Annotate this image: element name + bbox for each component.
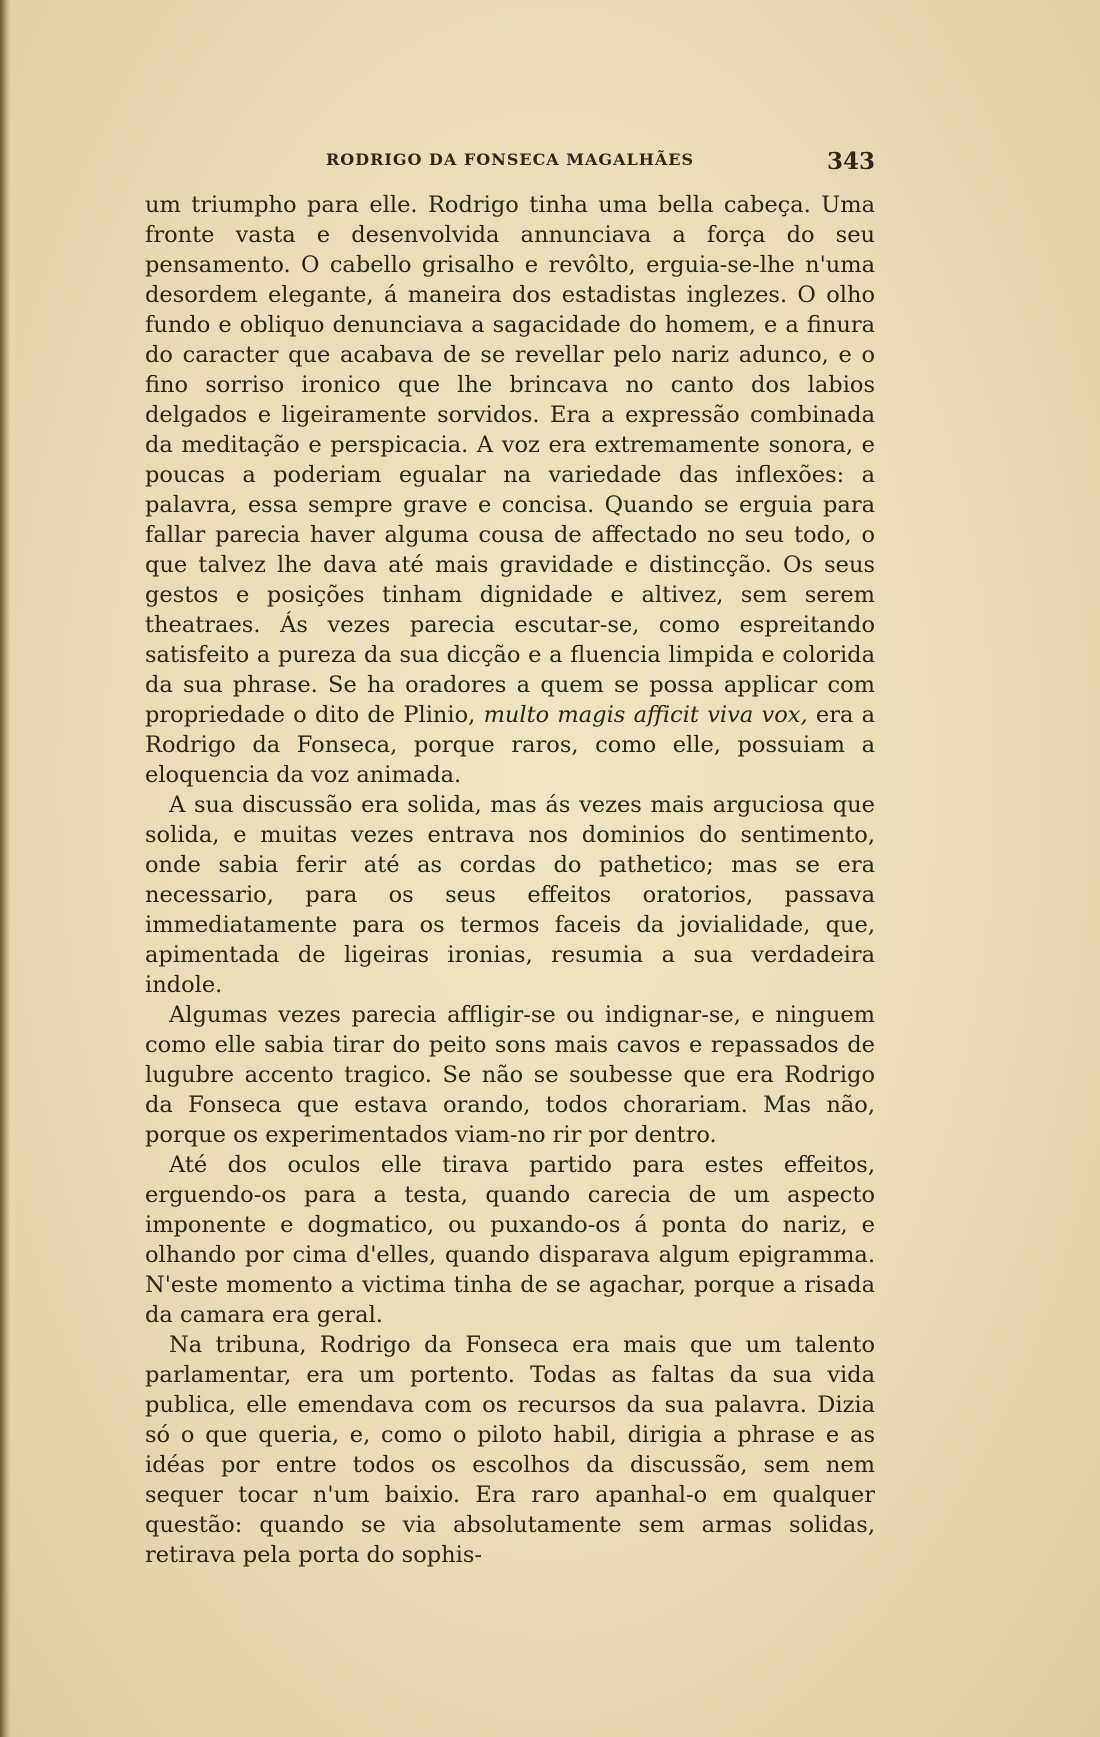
paragraph-1 (145, 190, 875, 790)
body-text (145, 190, 875, 1570)
paragraph-4: Até dos oculos elle tirava partido para estes effeitos, erguendo-os para a testa, quando carecia de um aspecto imponente e dogmatico, ou puxando-os á ponta do nariz, e olhando por cima d'elles, quando disparava algum epigramma. N'este momento a victima tinha de se agachar, porque a risada da camara era geral. (145, 1152, 875, 1328)
latin-quote: multo magis afficit viva vox, (483, 702, 808, 728)
paragraph-3: Algumas vezes parecia affligir-se ou indignar-se, e ninguem como elle sabia tirar do peito sons mais cavos e repassados de lugubre accento tragico. Se não se soubesse que era Rodrigo da Fonseca que estava orando, todos chorariam. Mas não, porque os experimentados viam-no rir por dentro. (145, 1002, 875, 1148)
page-binding-edge (0, 0, 10, 1737)
paragraph-1-text: um triumpho para elle. Rodrigo tinha uma bella cabeça. Uma fronte vasta e desenvolvida annunciava a força do seu pensamento. O cabello grisalho e revôlto, erguia-se-lhe n'uma desordem elegante, á maneira dos estadistas inglezes. O olho fundo e obliquo denunciava a sagacidade do homem, e a finura do caracter que acabava de se revellar pelo nariz adunco, e o fino sorriso ironico que lhe brincava no canto dos labios delgados e ligeiramente sorvidos. Era a expressão combinada da meditação e perspicacia. A voz era extremamente sonora, e poucas a poderiam egualar na variedade das inflexões: a palavra, essa sempre grave e concisa. Quando se erguia para fallar parecia haver alguma cousa de affectado no seu todo, o que talvez lhe dava até mais gravidade e distincção. Os seus gestos e posições tinham dignidade e altivez, sem serem theatraes. Ás vezes parecia escutar-se, como espreitando satisfeito a pureza da sua dicção e a fluencia limpida e colorida da sua phrase. Se ha oradores a quem se possa applicar com propriedade o dito de Plinio, (145, 192, 875, 728)
page-header (145, 148, 875, 178)
paragraph-2: A sua discussão era solida, mas ás vezes mais arguciosa que solida, e muitas vezes entrava nos dominios do sentimento, onde sabia ferir até as cordas do pathetico; mas se era necessario, para os seus effeitos oratorios, passava immediatamente para os termos faceis da jovialidade, que, apimentada de ligeiras ironias, resumia a sua verdadeira indole. (145, 792, 875, 998)
page-number: 343 (826, 148, 875, 175)
paragraph-5: Na tribuna, Rodrigo da Fonseca era mais que um talento parlamentar, era um portento. Todas as faltas da sua vida publica, elle emendava com os recursos da sua palavra. Dizia só o que queria, e, como o piloto habil, dirigia a phrase e as idéas por entre todos os escolhos da discussão, sem nem sequer tocar n'um baixio. Era raro apanhal-o em qualquer questão: quando se via absolutamente sem armas solidas, retirava pela porta do sophis- (145, 1332, 875, 1568)
paragraph-1-continuation: era a Rodrigo da Fonseca, porque raros, como elle, possuiam a eloquencia da voz animada. (145, 702, 876, 788)
running-head: RODRIGO DA FONSECA MAGALHÃES (325, 150, 695, 169)
